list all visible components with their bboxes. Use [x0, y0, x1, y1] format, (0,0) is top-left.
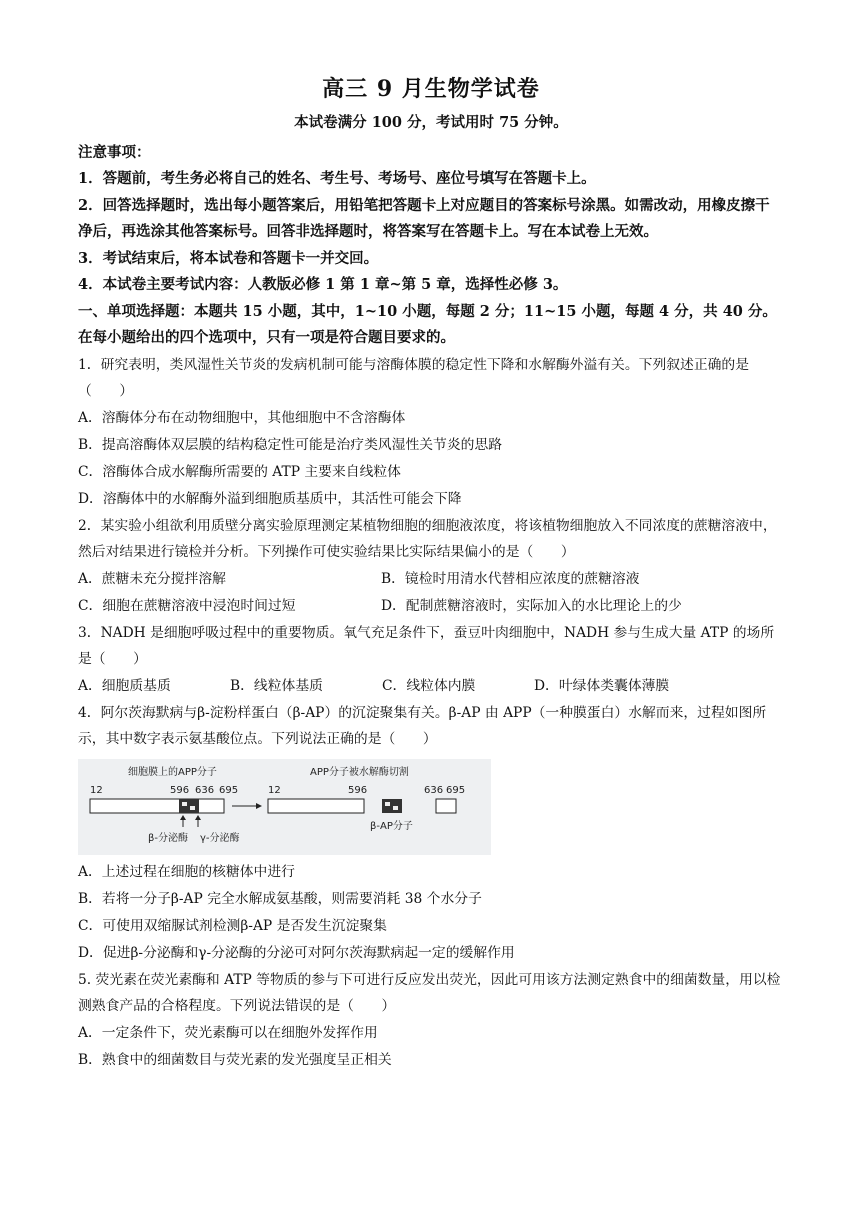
app-molecule-bar [90, 799, 224, 813]
question-2-options-row-1 [78, 566, 784, 593]
beta-enzyme-label: β-分泌酶 [148, 832, 188, 844]
question-2-options-row-2 [78, 593, 784, 620]
figure-num-12-right: 12 [268, 784, 281, 796]
question-2-option-d: D．配制蔗糖溶液时，实际加入的水比理论上的少 [381, 597, 682, 614]
notice-item-2: 2．回答选择题时，选出每小题答案后，用铅笔把答题卡上对应题目的答案标号涂黑。如需改动，用橡皮擦干净后，再选涂其他答案标号。回答非选择题时，将答案写在答题卡上。写在本试卷上无效。 [78, 196, 770, 240]
figure-num-636-left: 636 [195, 784, 215, 796]
figure-num-695-left: 695 [219, 784, 239, 796]
question-4-option-b: B．若将一分子β-AP 完全水解成氨基酸，则需要消耗 38 个水分子 [78, 890, 482, 907]
exam-page [78, 72, 784, 1074]
question-4-option-c: C．可使用双缩脲试剂检测β-AP 是否发生沉淀聚集 [78, 917, 387, 934]
figure-right-title: APP分子被水解酶切割 [310, 766, 409, 778]
question-3-option-d: D．叶绿体类囊体薄膜 [534, 677, 670, 694]
figure-num-12-left: 12 [90, 784, 103, 796]
question-2-stem: 2．某实验小组欲利用质壁分离实验原理测定某植物细胞的细胞液浓度，将该植物细胞放入不同浓度的蔗糖溶液中，然后对结果进行镜检并分析。下列操作可使实验结果比实际结果偏小的是（ ） [78, 517, 777, 560]
section-heading: 一、单项选择题：本题共 15 小题，其中，1~10 小题，每题 2 分；11~15 小题，每题 4 分，共 40 分。在每小题给出的四个选项中，只有一项是符合题目要求的。 [78, 302, 777, 346]
question-1-stem: 1．研究表明，类风湿性关节炎的发病机制可能与溶酶体膜的稳定性下降和水解酶外溢有关。下列叙述正确的是（ ） [78, 356, 750, 399]
notice-item-4: 4．本试卷主要考试内容：人教版必修 1 第 1 章~第 5 章，选择性必修 3。 [78, 276, 568, 293]
question-3-stem: 3．NADH 是细胞呼吸过程中的重要物质。氧气充足条件下，蚕豆叶肉细胞中，NADH 参与生成大量 ATP 的场所是（ ） [78, 624, 775, 667]
question-3-option-c: C．线粒体内膜 [382, 677, 476, 694]
question-4-option-a: A．上述过程在细胞的核糖体中进行 [78, 863, 295, 880]
notice-item-3: 3．考试结束后，将本试卷和答题卡一并交回。 [78, 249, 379, 267]
figure-num-596-left: 596 [170, 784, 190, 796]
question-2-option-b: B．镜检时用清水代替相应浓度的蔗糖溶液 [381, 570, 640, 587]
question-1-option-a: A．溶酶体分布在动物细胞中，其他细胞中不含溶酶体 [78, 409, 406, 426]
question-4-option-d: D．促进β-分泌酶和γ-分泌酶的分泌可对阿尔茨海默病起一定的缓解作用 [78, 944, 515, 961]
question-4-stem: 4．阿尔茨海默病与β-淀粉样蛋白（β-AP）的沉淀聚集有关。β-AP 由 APP（一种膜蛋白）水解而来，过程如图所示，其中数字表示氨基酸位点。下列说法正确的是（ ） [78, 704, 767, 747]
figure-left-title: 细胞膜上的APP分子 [128, 766, 217, 778]
figure-num-695-right: 695 [446, 784, 466, 796]
question-5-option-a: A．一定条件下，荧光素酶可以在细胞外发挥作用 [78, 1024, 378, 1041]
notice-heading: 注意事项： [78, 144, 151, 161]
figure-num-596-right: 596 [348, 784, 368, 796]
question-1-option-c: C．溶酶体合成水解酶所需要的 ATP 主要来自线粒体 [78, 463, 401, 480]
question-2-option-c: C．细胞在蔗糖溶液中浸泡时间过短 [78, 597, 296, 614]
question-2-option-a: A．蔗糖未充分搅拌溶解 [78, 570, 226, 587]
question-5-option-b: B．熟食中的细菌数目与荧光素的发光强度呈正相关 [78, 1051, 392, 1068]
app-fragment-c-terminal [436, 799, 456, 813]
exam-subtitle: 本试卷满分 100 分，考试用时 75 分钟。 [294, 114, 568, 131]
question-1-option-b: B．提高溶酶体双层膜的结构稳定性可能是治疗类风湿性关节炎的思路 [78, 436, 503, 453]
question-3-option-a: A．细胞质基质 [78, 677, 171, 694]
gamma-enzyme-label: γ-分泌酶 [200, 832, 240, 844]
app-fragment-n-terminal [268, 799, 364, 813]
notice-item-1: 1．答题前，考生务必将自己的姓名、考生号、考场号、座位号填写在答题卡上。 [78, 170, 596, 187]
exam-title: 高三 9 月生物学试卷 [322, 76, 540, 102]
question-5-stem: 5. 荧光素在荧光素酶和 ATP 等物质的参与下可进行反应发出荧光，因此可用该方法测定熟食中的细菌数量，用以检测熟食产品的合格程度。下列说法错误的是（ ） [78, 971, 781, 1014]
question-3-option-b: B．线粒体基质 [230, 677, 323, 694]
figure-num-636-right: 636 [424, 784, 444, 796]
question-3-options-row [78, 673, 784, 700]
question-1-option-d: D．溶酶体中的水解酶外溢到细胞质基质中，其活性可能会下降 [78, 490, 462, 507]
app-cleavage-figure [78, 759, 491, 855]
bap-molecule-label: β-AP分子 [370, 820, 413, 832]
